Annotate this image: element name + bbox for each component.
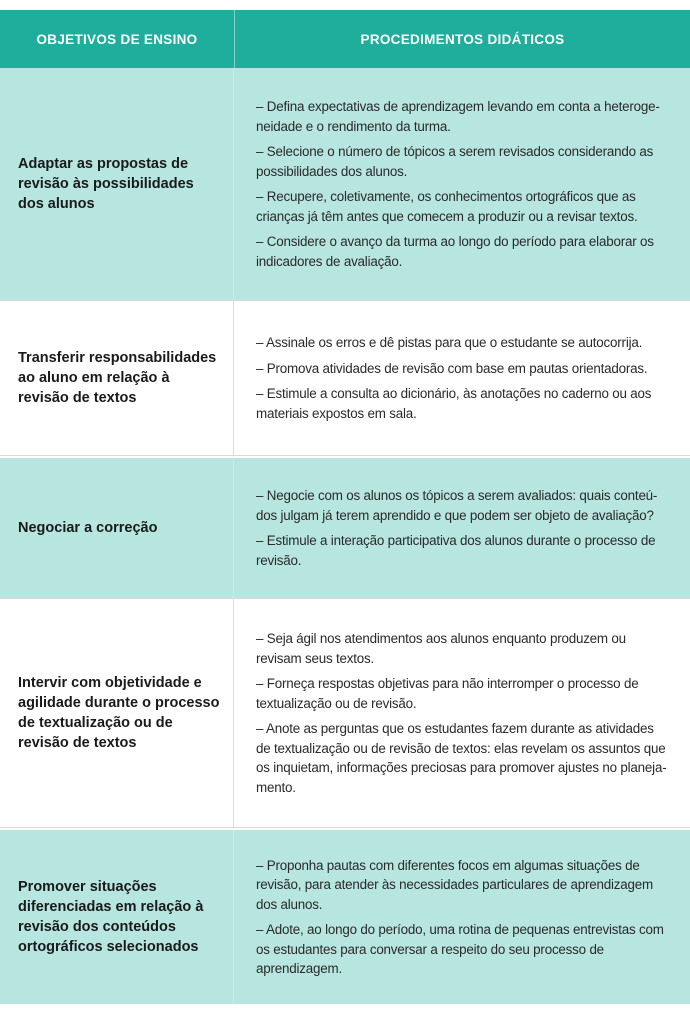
procedures-cell [234,301,690,455]
table-row [0,456,690,598]
table-header [0,10,690,68]
objective-text: Transferir responsabilidades ao aluno em relação à revisão de textos [18,350,217,406]
procedure-item: – Adote, ao longo do período, uma rotina de pequenas entrevistas com os estudantes para conversar a respeito do seu processo de aprendizagem. [256,922,664,976]
objective-cell [0,301,234,455]
procedure-item: – Anote as perguntas que os estudantes fazem durante as atividades de textualização ou de revisão de textos: elas revelam os assuntos que os inquietam, informações preciosas para promover ajustes no planeja-mento. [256,721,667,795]
procedure-item: – Defina expectativas de aprendizagem levando em conta a heteroge-neidade e o rendimento da turma. [256,99,660,134]
teaching-table [0,10,690,1004]
header-objectives: OBJETIVOS DE ENSINO [0,10,235,68]
objective-text: Negociar a correção [18,520,158,536]
procedures-cell [234,68,690,300]
objective-cell [0,830,234,1004]
procedures-cell [234,830,690,1004]
procedure-item: – Promova atividades de revisão com base em pautas orientadoras. [256,360,648,376]
procedure-item: – Selecione o número de tópicos a serem revisados considerando as possibilidades dos alunos. [256,144,654,179]
table-row [0,68,690,300]
procedure-item: – Recupere, coletivamente, os conhecimentos ortográficos que as crianças já têm antes que comecem a produzir ou a revisar textos. [256,189,638,224]
objective-cell [0,458,234,598]
objective-text: Intervir com objetividade e agilidade durante o processo de textualização ou de revisão de textos [18,675,220,751]
objective-cell [0,599,234,827]
objective-text: Promover situações diferenciadas em relação à revisão dos conteúdos ortográficos selecionados [18,879,204,955]
table-row [0,300,690,456]
procedures-cell [234,599,690,827]
procedure-item: – Negocie com os alunos os tópicos a serem avaliados: quais conteú-dos julgam já terem aprendido e que podem ser objeto de avaliação? [256,488,658,523]
procedure-item: – Assinale os erros e dê pistas para que o estudante se autocorrija. [256,335,643,350]
procedure-item: – Proponha pautas com diferentes focos em algumas situações de revisão, para atender às necessidades particulares de aprendizagem dos alunos. [256,857,653,912]
objective-text: Adaptar as propostas de revisão às possibilidades dos alunos [18,156,194,212]
procedure-item: – Estimule a consulta ao dicionário, às anotações no caderno ou aos materiais expostos em sala. [256,386,652,421]
header-procedures: PROCEDIMENTOS DIDÁTICOS [360,31,565,47]
procedure-item: – Forneça respostas objetivas para não interromper o processo de textualização ou de revisão. [256,676,639,711]
table-row [0,598,690,828]
objective-cell [0,68,234,300]
procedure-item: – Seja ágil nos atendimentos aos alunos enquanto produzem ou revisam seus textos. [256,631,626,666]
procedure-item: – Estimule a interação participativa dos alunos durante o processo de revisão. [256,533,656,568]
procedures-cell [234,458,690,598]
table-row [0,828,690,1004]
procedure-item: – Considere o avanço da turma ao longo do período para elaborar os indicadores de avaliação. [256,234,654,269]
